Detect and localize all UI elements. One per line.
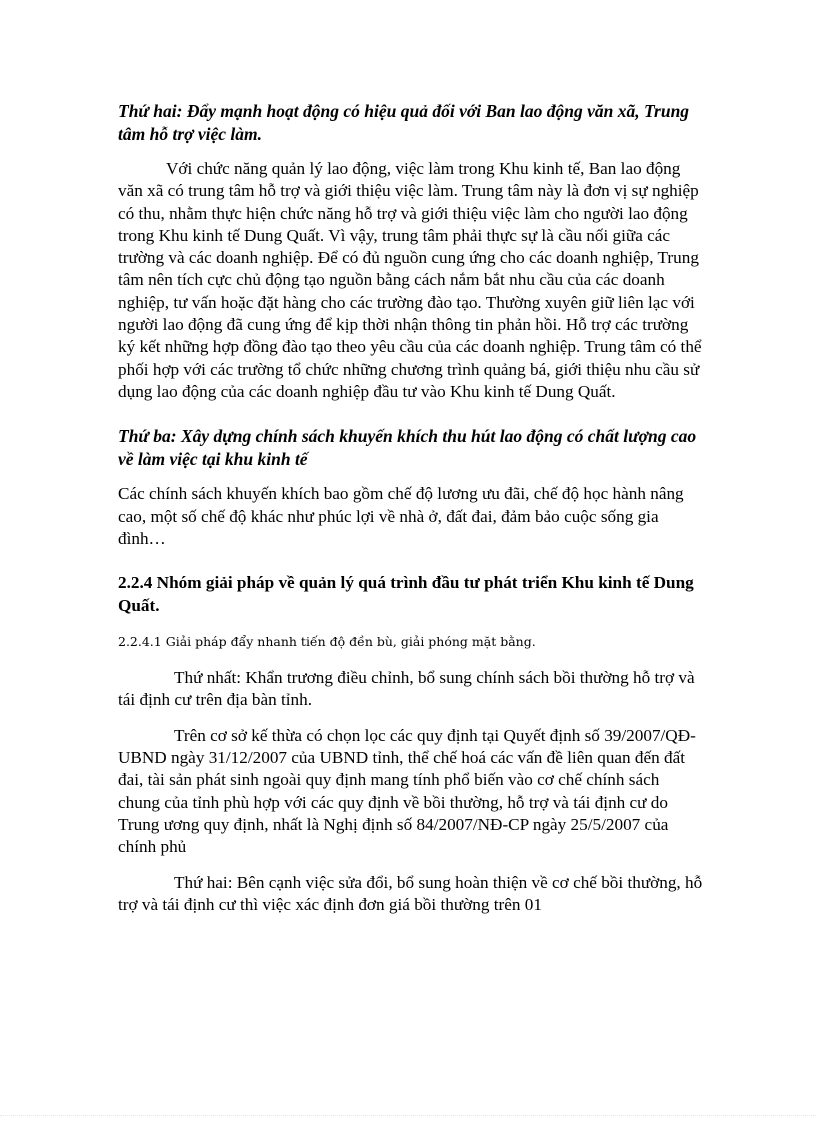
paragraph-thu-hai-compensation: Thứ hai: Bên cạnh việc sửa đổi, bổ sung hoàn thiện về cơ chế bồi thường, hỗ trợ và tái định cư thì việc xác định đơn giá bồi thường trên 01	[118, 872, 703, 914]
heading-thu-ba: Thứ ba: Xây dựng chính sách khuyến khích thu hút lao động có chất lượng cao về làm việc tại khu kinh tế	[118, 426, 697, 470]
paragraph-incentive-policies: Các chính sách khuyến khích bao gồm chế độ lương ưu đãi, chế độ học hành nâng cao, một số chế độ khác như phúc lợi về nhà ở, đất đai, đảm bảo cuộc sống gia đình…	[118, 484, 684, 548]
subsection-heading-2-2-4-1: 2.2.4.1 Giải pháp đẩy nhanh tiến độ đền bù, giải phóng mặt bằng.	[118, 634, 536, 650]
section-heading-2-2-4: 2.2.4 Nhóm giải pháp về quản lý quá trình đầu tư phát triển Khu kinh tế Dung Quất.	[118, 573, 694, 615]
document-page	[118, 100, 704, 929]
paragraph-decision-basis: Trên cơ sở kế thừa có chọn lọc các quy định tại Quyết định số 39/2007/QĐ-UBND ngày 31/12/2007 của UBND tỉnh, thể chế hoá các vấn đề liên quan đến đất đai, tài sản phát sinh ngoài quy định mang tính phổ biến vào cơ chế chính sách chung của tỉnh phù hợp với các quy định về bồi thường, hỗ trợ và tái định cư do Trung ương quy định, nhất là Nghị định số 84/2007/NĐ-CP ngày 25/5/2007 của chính phủ	[118, 725, 696, 857]
paragraph-thu-nhat: Thứ nhất: Khẩn trương điều chỉnh, bổ sung chính sách bồi thường hỗ trợ và tái định cư trên địa bàn tỉnh.	[118, 668, 695, 710]
heading-thu-hai: Thứ hai: Đẩy mạnh hoạt động có hiệu quả đối với Ban lao động văn xã, Trung tâm hỗ trợ việc làm.	[118, 101, 690, 144]
paragraph-labor-center: Với chức năng quản lý lao động, việc làm trong Khu kinh tế, Ban lao động văn xã có trung tâm hỗ trợ và giới thiệu việc làm. Trung tâm này là đơn vị sự nghiệp có thu, nhằm thực hiện chức năng hỗ trợ và giới thiệu việc làm cho người lao động trong Khu kinh tế Dung Quất. Vì vậy, trung tâm phải thực sự là cầu nối giữa các trường và các doanh nghiệp. Để có đủ nguồn cung ứng cho các doanh nghiệp, Trung tâm nên tích cực chủ động tạo nguồn bằng cách nắm bắt nhu cầu của các doanh nghiệp, tư vấn hoặc đặt hàng cho các trường đào tạo. Thường xuyên giữ liên lạc với người lao động đã cung ứng để kịp thời nhận thông tin phản hồi. Hỗ trợ các trường ký kết những hợp đồng đào tạo theo yêu cầu của các doanh nghiệp. Trung tâm có thể phối hợp với các trường tổ chức những chương trình quảng bá, giới thiệu nhu cầu sử dụng lao động của các doanh nghiệp đầu tư vào Khu kinh tế Dung Quất.	[118, 159, 702, 401]
page-bottom-divider	[0, 1115, 816, 1116]
